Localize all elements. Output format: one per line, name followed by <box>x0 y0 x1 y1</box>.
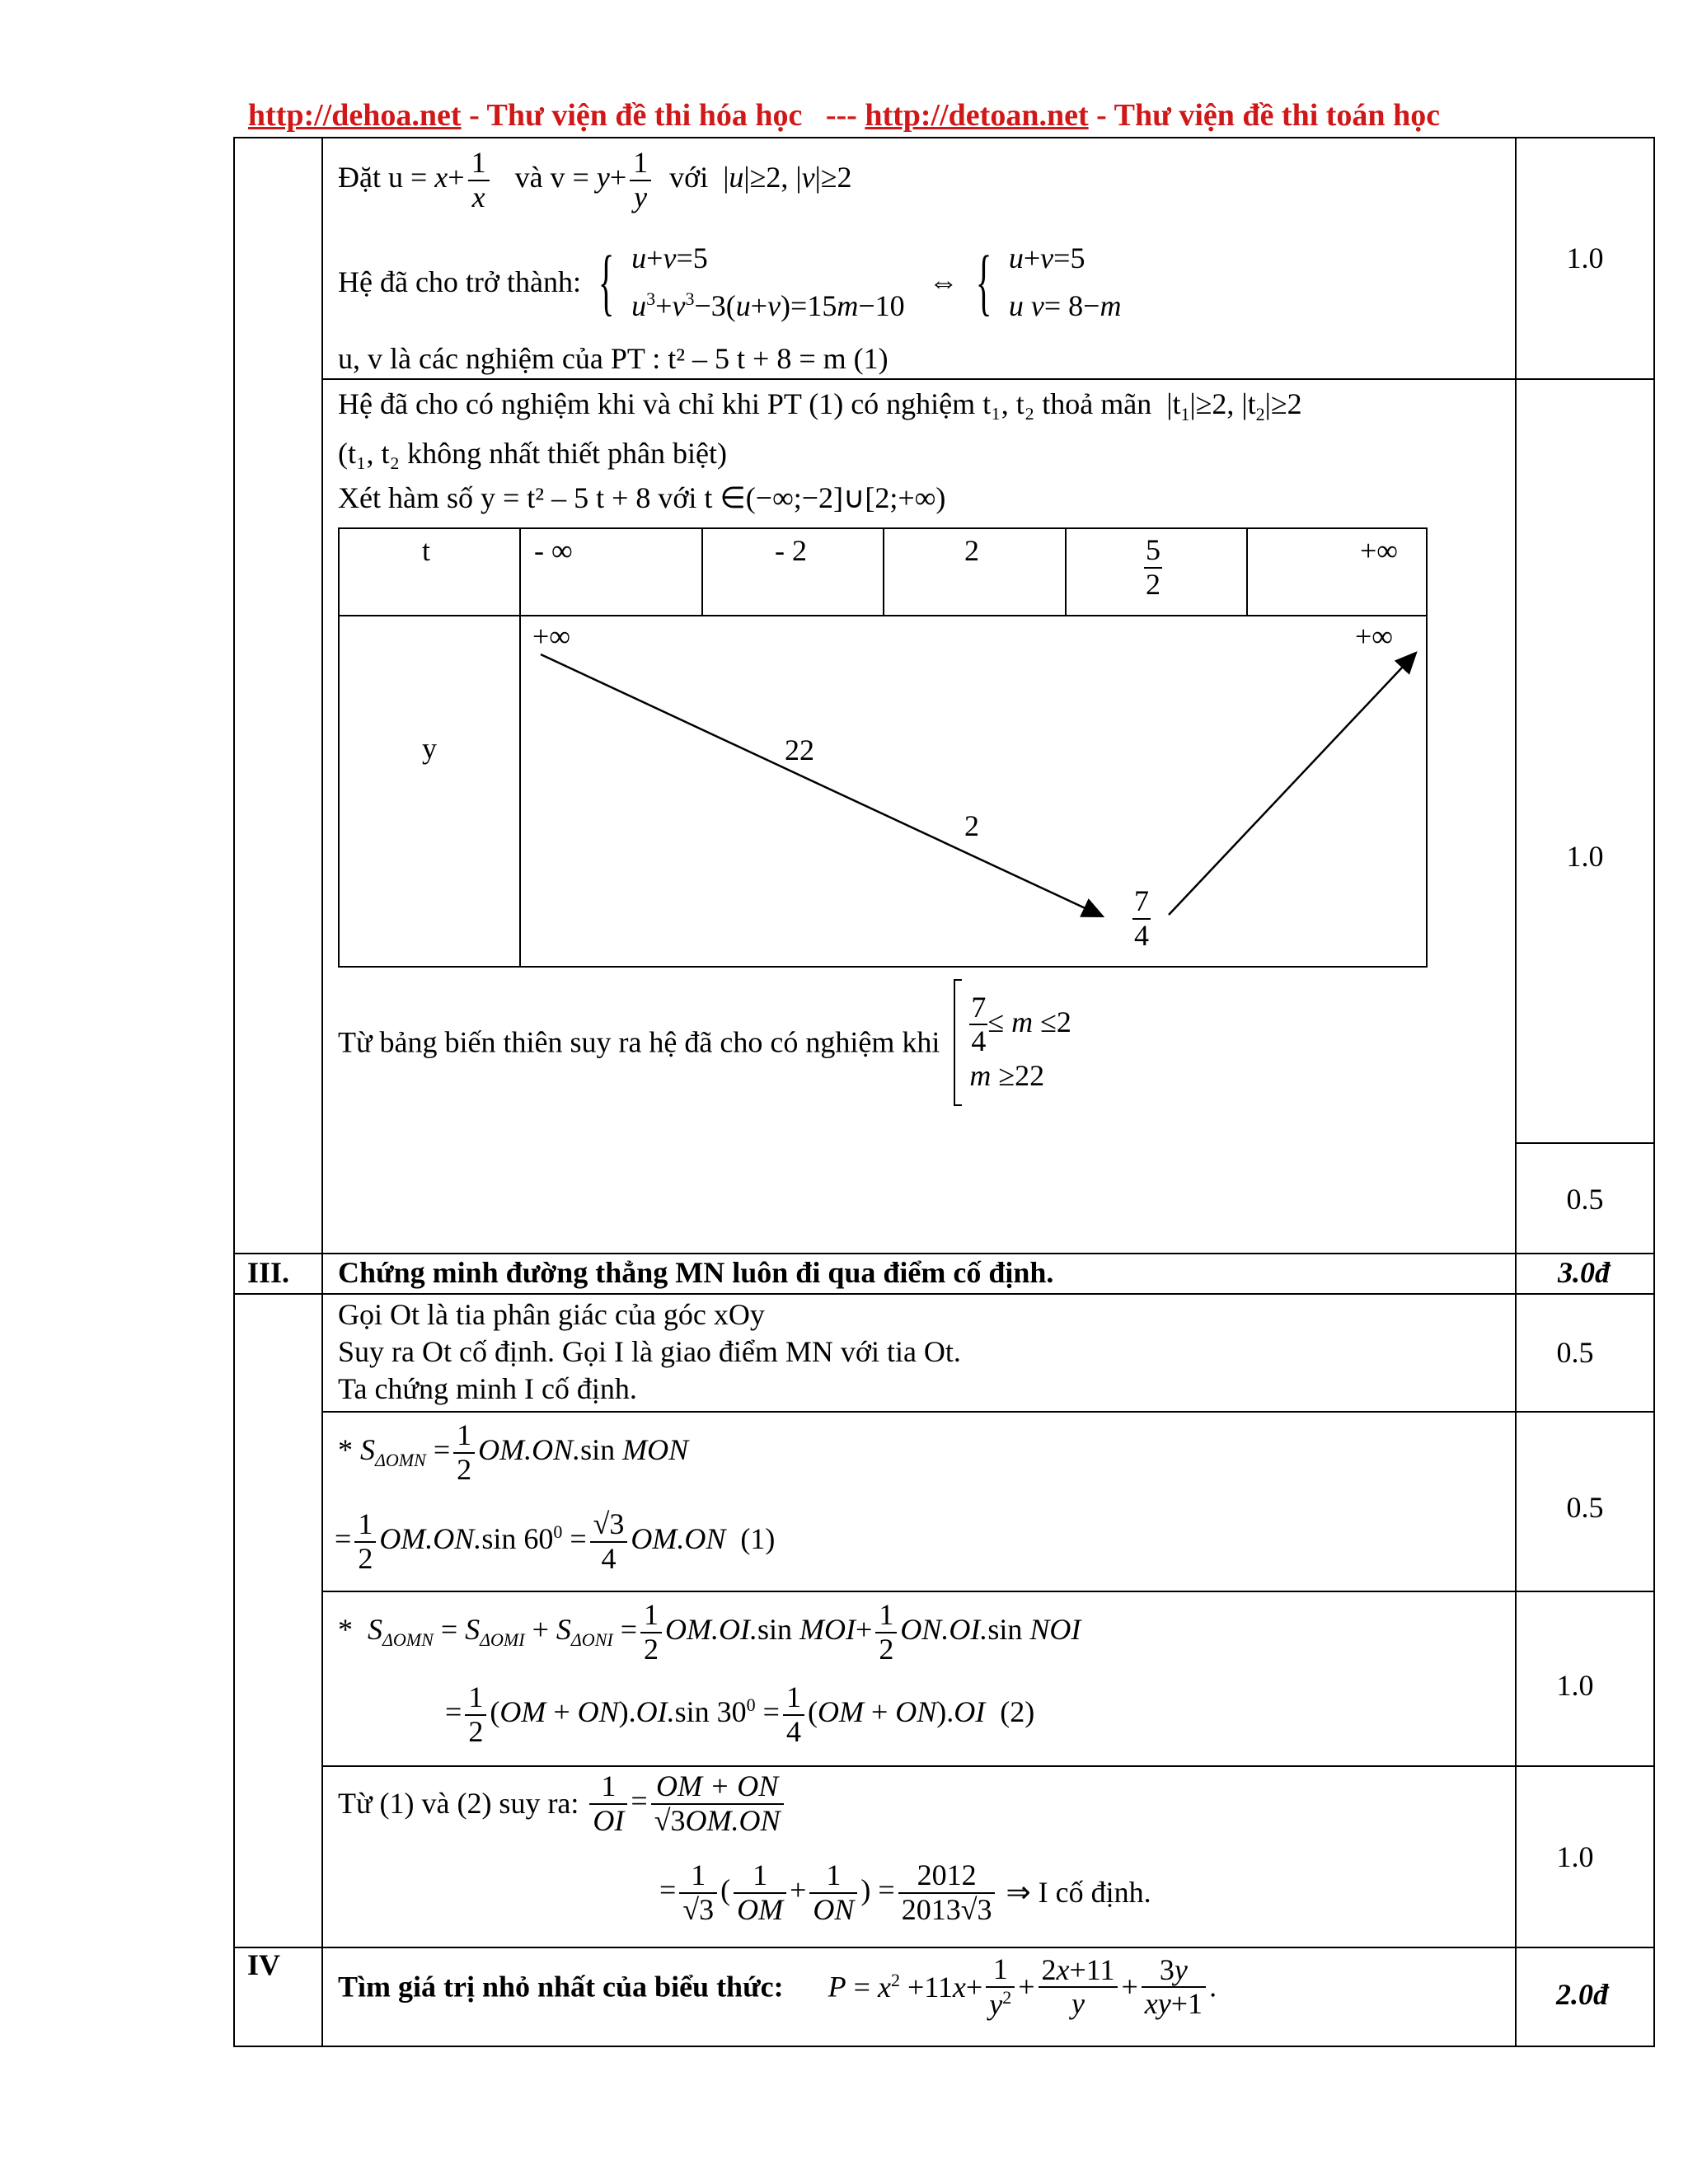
function-line: Xét hàm số y = t² – 5 t + 8 với t ∈(−∞;−2]∪[2;+∞) <box>338 481 946 514</box>
with-label: với <box>669 160 709 194</box>
area-formula-2b: = $\frac{1}{2}$ (OM + ON).OI.sin $30^0$ = $\frac{1}{4}$ (OM + ON).OI (2) <box>445 1680 1035 1748</box>
from12-text: Từ (1) và (2) suy ra: <box>338 1786 579 1820</box>
col-divider-2 <box>1515 137 1517 2047</box>
vt-y-2: 2 <box>964 809 979 842</box>
from12-line: Từ (1) và (2) suy ra: $\frac{1}{OI}$ = $\frac{OM + ON}{√3OM.ON}$ <box>338 1770 787 1837</box>
score-3d: 1.0 <box>1556 1840 1594 1873</box>
score-2a: 1.0 <box>1566 241 1604 274</box>
and-label: và v = <box>514 160 589 194</box>
table-right-border <box>1653 137 1655 2047</box>
area-formula-2: * $S_{\Delta OMN} = S_{\Delta OMI} + S_{\Delta ONI}$ = $\frac{1}{2}$ OM.OI.sin MOI+ $\frac{1}{2}$ ON.OI.sin NOI <box>338 1598 1081 1666</box>
vt-arrows <box>340 529 1426 966</box>
header-link-dehoa[interactable]: http://dehoa.net <box>247 98 462 133</box>
score-2c: 0.5 <box>1566 1183 1604 1216</box>
part3-roman: III. <box>247 1256 290 1289</box>
col-divider-1 <box>321 137 323 2047</box>
row-sep <box>321 1765 1653 1767</box>
part3-line3: Ta chứng minh I cố định. <box>338 1372 637 1405</box>
area-formula-1: * $S_{\Delta OMN}$ = $\frac{1}{2}$ OM.ON.sin MON <box>338 1418 689 1486</box>
conclusion-text: Từ bảng biến thiên suy ra hệ đã cho có nghiệm khi <box>338 1025 940 1059</box>
table-bottom-border <box>233 2046 1655 2047</box>
vt-y-plus-inf-left: +∞ <box>532 620 570 653</box>
page-header <box>0 97 1688 134</box>
system-label: Hệ đã cho trở thành: <box>338 265 581 298</box>
vt-t-value-frac: 5 2 <box>1146 533 1160 601</box>
row-sep <box>321 1591 1653 1592</box>
header-text-1: - Thư viện đề thi hóa học --- <box>461 98 865 133</box>
condition-text: Hệ đã cho có nghiệm khi và chỉ khi PT (1) có nghiệm t₁, t₂ thoả mãn <box>338 387 1152 420</box>
area-formula-1b: = $\frac{1}{2}$ OM.ON.sin $60^0$ = $\frac{√3}{4}$ OM.ON (1) <box>335 1507 776 1575</box>
vt-t-value: - 2 <box>775 534 807 567</box>
dat-label: Đặt u = <box>338 160 428 194</box>
header-text-2: - Thư viện đề thi toán học <box>1088 98 1441 133</box>
vt-t-value: - ∞ <box>534 534 573 567</box>
vt-y-22: 22 <box>785 733 814 766</box>
decreasing-arrow <box>541 654 1103 916</box>
part4-points: 2.0đ <box>1556 1978 1608 2011</box>
vt-t-value: +∞ <box>1360 534 1398 567</box>
condition-tail: (t₁, t₂ không nhất thiết phân biệt) <box>338 437 728 470</box>
score-3b: 0.5 <box>1566 1491 1604 1524</box>
score-3c: 1.0 <box>1556 1669 1594 1702</box>
fraction: $\frac{1}{x}$ <box>468 147 490 213</box>
conclusion-line: Từ bảng biến thiên suy ra hệ đã cho có nghiệm khi $\frac{7}{4}$ ≤ m ≤2 m ≥22 <box>338 979 1071 1106</box>
vt-y-label: y <box>422 732 437 765</box>
fraction: $\frac{1}{y}$ <box>630 147 651 213</box>
vt-t-label: t <box>422 534 431 567</box>
condition-line: Hệ đã cho có nghiệm khi và chỉ khi PT (1) có nghiệm t₁, t₂ thoả mãn $|t_1|\ge 2$, $|t_2|\ge 2$ <box>338 387 1302 425</box>
score-2b: 1.0 <box>1566 840 1604 873</box>
uv-roots-line: u, v là các nghiệm của PT : t² – 5 t + 8 = m (1) <box>338 342 889 375</box>
score-3a: 0.5 <box>1556 1336 1594 1369</box>
row-sep <box>233 1947 1655 1948</box>
row-sep <box>321 1411 1653 1413</box>
table-top-border <box>233 137 1655 138</box>
part3-points: 3.0đ <box>1558 1256 1610 1289</box>
header-link-detoan[interactable]: http://detoan.net <box>865 98 1089 133</box>
part4-roman: IV <box>247 1948 281 1981</box>
final-line: = $\frac{1}{√3}$ ( $\frac{1}{OM}$ + $\frac{1}{ON}$ ) = $\frac{2012}{2013√3}$ ⇒ I cố định. <box>659 1858 1151 1926</box>
system-line: Hệ đã cho trở thành: { u+v=5 $u^3+v^3-3(u+v)=15m-10$ ⇔ { u+v=5 u v= 8−m <box>338 241 1122 323</box>
part3-line1: Gọi Ot là tia phân giác của góc xOy <box>338 1298 765 1331</box>
row-sep <box>233 1253 1655 1254</box>
variation-table <box>338 527 1428 968</box>
fixed-conclusion: ⇒ I cố định. <box>1006 1875 1151 1909</box>
row-sep <box>233 1293 1655 1295</box>
part4-title: Tìm giá trị nhỏ nhất của biểu thức: <box>338 1970 784 2004</box>
vt-y-min-den: 4 <box>1134 918 1149 952</box>
part3-line2: Suy ra Ot cố định. Gọi I là giao điểm MN với tia Ot. <box>338 1335 961 1368</box>
part3-title: Chứng minh đường thẳng MN luôn đi qua điểm cố định. <box>338 1256 1054 1289</box>
vt-t-value: 2 <box>964 534 979 567</box>
table-left-border <box>233 137 235 2047</box>
row-sep <box>321 378 1653 380</box>
vt-y-min-num: 7 <box>1132 885 1151 920</box>
part4-line: Tìm giá trị nhỏ nhất của biểu thức: $P = x^2 +11x+$ $\frac{1}{y^2}$ + $\frac{2x+11}{y}$ + $\frac{3y}{xy+1}$ . <box>338 1952 1217 2021</box>
row-sep <box>1515 1142 1653 1144</box>
vt-y-plus-inf-right: +∞ <box>1355 620 1393 653</box>
increasing-arrow <box>1169 653 1416 915</box>
substitution-line: Đặt u = x+ $\frac{1}{x}$ và v = y+ $\frac{1}{y}$ với |u|≥2, |v|≥2 <box>338 146 852 213</box>
